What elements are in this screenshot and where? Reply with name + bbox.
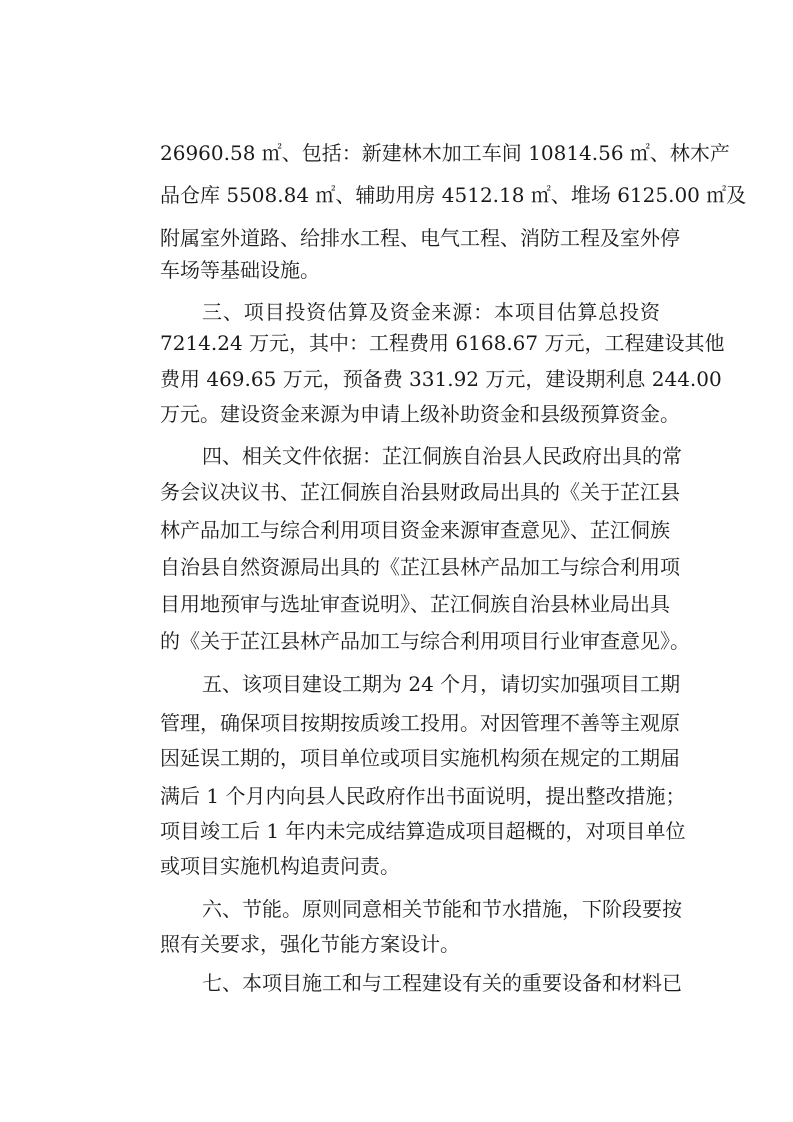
paragraph-start-line: 七、本项目施工和与工程建设有关的重要设备和材料已 [202,971,682,995]
text-line: 项目竣工后 1 年内未完成结算造成项目超概的，对项目单位 [160,819,686,843]
text-line: 车场等基础设施。 [160,258,320,282]
text-line: 因延误工期的，项目单位或项目实施机构须在规定的工期届 [160,746,680,770]
text-line: 附属室外道路、给排水工程、电气工程、消防工程及室外停 [160,226,680,250]
paragraph-start-line: 四、相关文件依据：芷江侗族自治县人民政府出具的常 [202,444,682,468]
text-line: 26960.58 ㎡、包括：新建林木加工车间 10814.56 ㎡、林木产 [160,141,730,165]
text-line: 满后 1 个月内向县人民政府作出书面说明，提出整改措施； [160,784,686,808]
text-line: 自治县自然资源局出具的《芷江县林产品加工与综合利用项 [160,555,680,579]
text-line: 照有关要求，强化节能方案设计。 [160,932,460,956]
paragraph-start-line: 三、项目投资估算及资金来源：本项目估算总投资 [202,300,660,324]
text-line: 品仓库 5508.84 ㎡、辅助用房 4512.18 ㎡、堆场 6125.00 ㎡及 [160,183,747,207]
text-line: 7214.24 万元，其中：工程费用 6168.67 万元，工程建设其他 [160,331,725,355]
text-line: 费用 469.65 万元，预备费 331.92 万元，建设期利息 244.00 [160,367,722,391]
text-line: 林产品加工与综合利用项目资金来源审查意见》、芷江侗族 [160,518,670,542]
paragraph-start-line: 五、该项目建设工期为 24 个月，请切实加强项目工期 [202,672,681,696]
text-line: 或项目实施机构追责问责。 [160,854,400,878]
text-line: 务会议决议书、芷江侗族自治县财政局出具的《关于芷江县 [160,480,680,504]
text-line: 目用地预审与选址审查说明》、芷江侗族自治县林业局出具 [160,592,670,616]
text-line: 的《关于芷江县林产品加工与综合利用项目行业审查意见》。 [160,629,690,653]
paragraph-start-line: 六、节能。原则同意相关节能和节水措施，下阶段要按 [202,897,682,921]
text-line: 万元。建设资金来源为申请上级补助资金和县级预算资金。 [160,402,680,426]
text-line: 管理，确保项目按期按质竣工投用。对因管理不善等主观原 [160,711,680,735]
